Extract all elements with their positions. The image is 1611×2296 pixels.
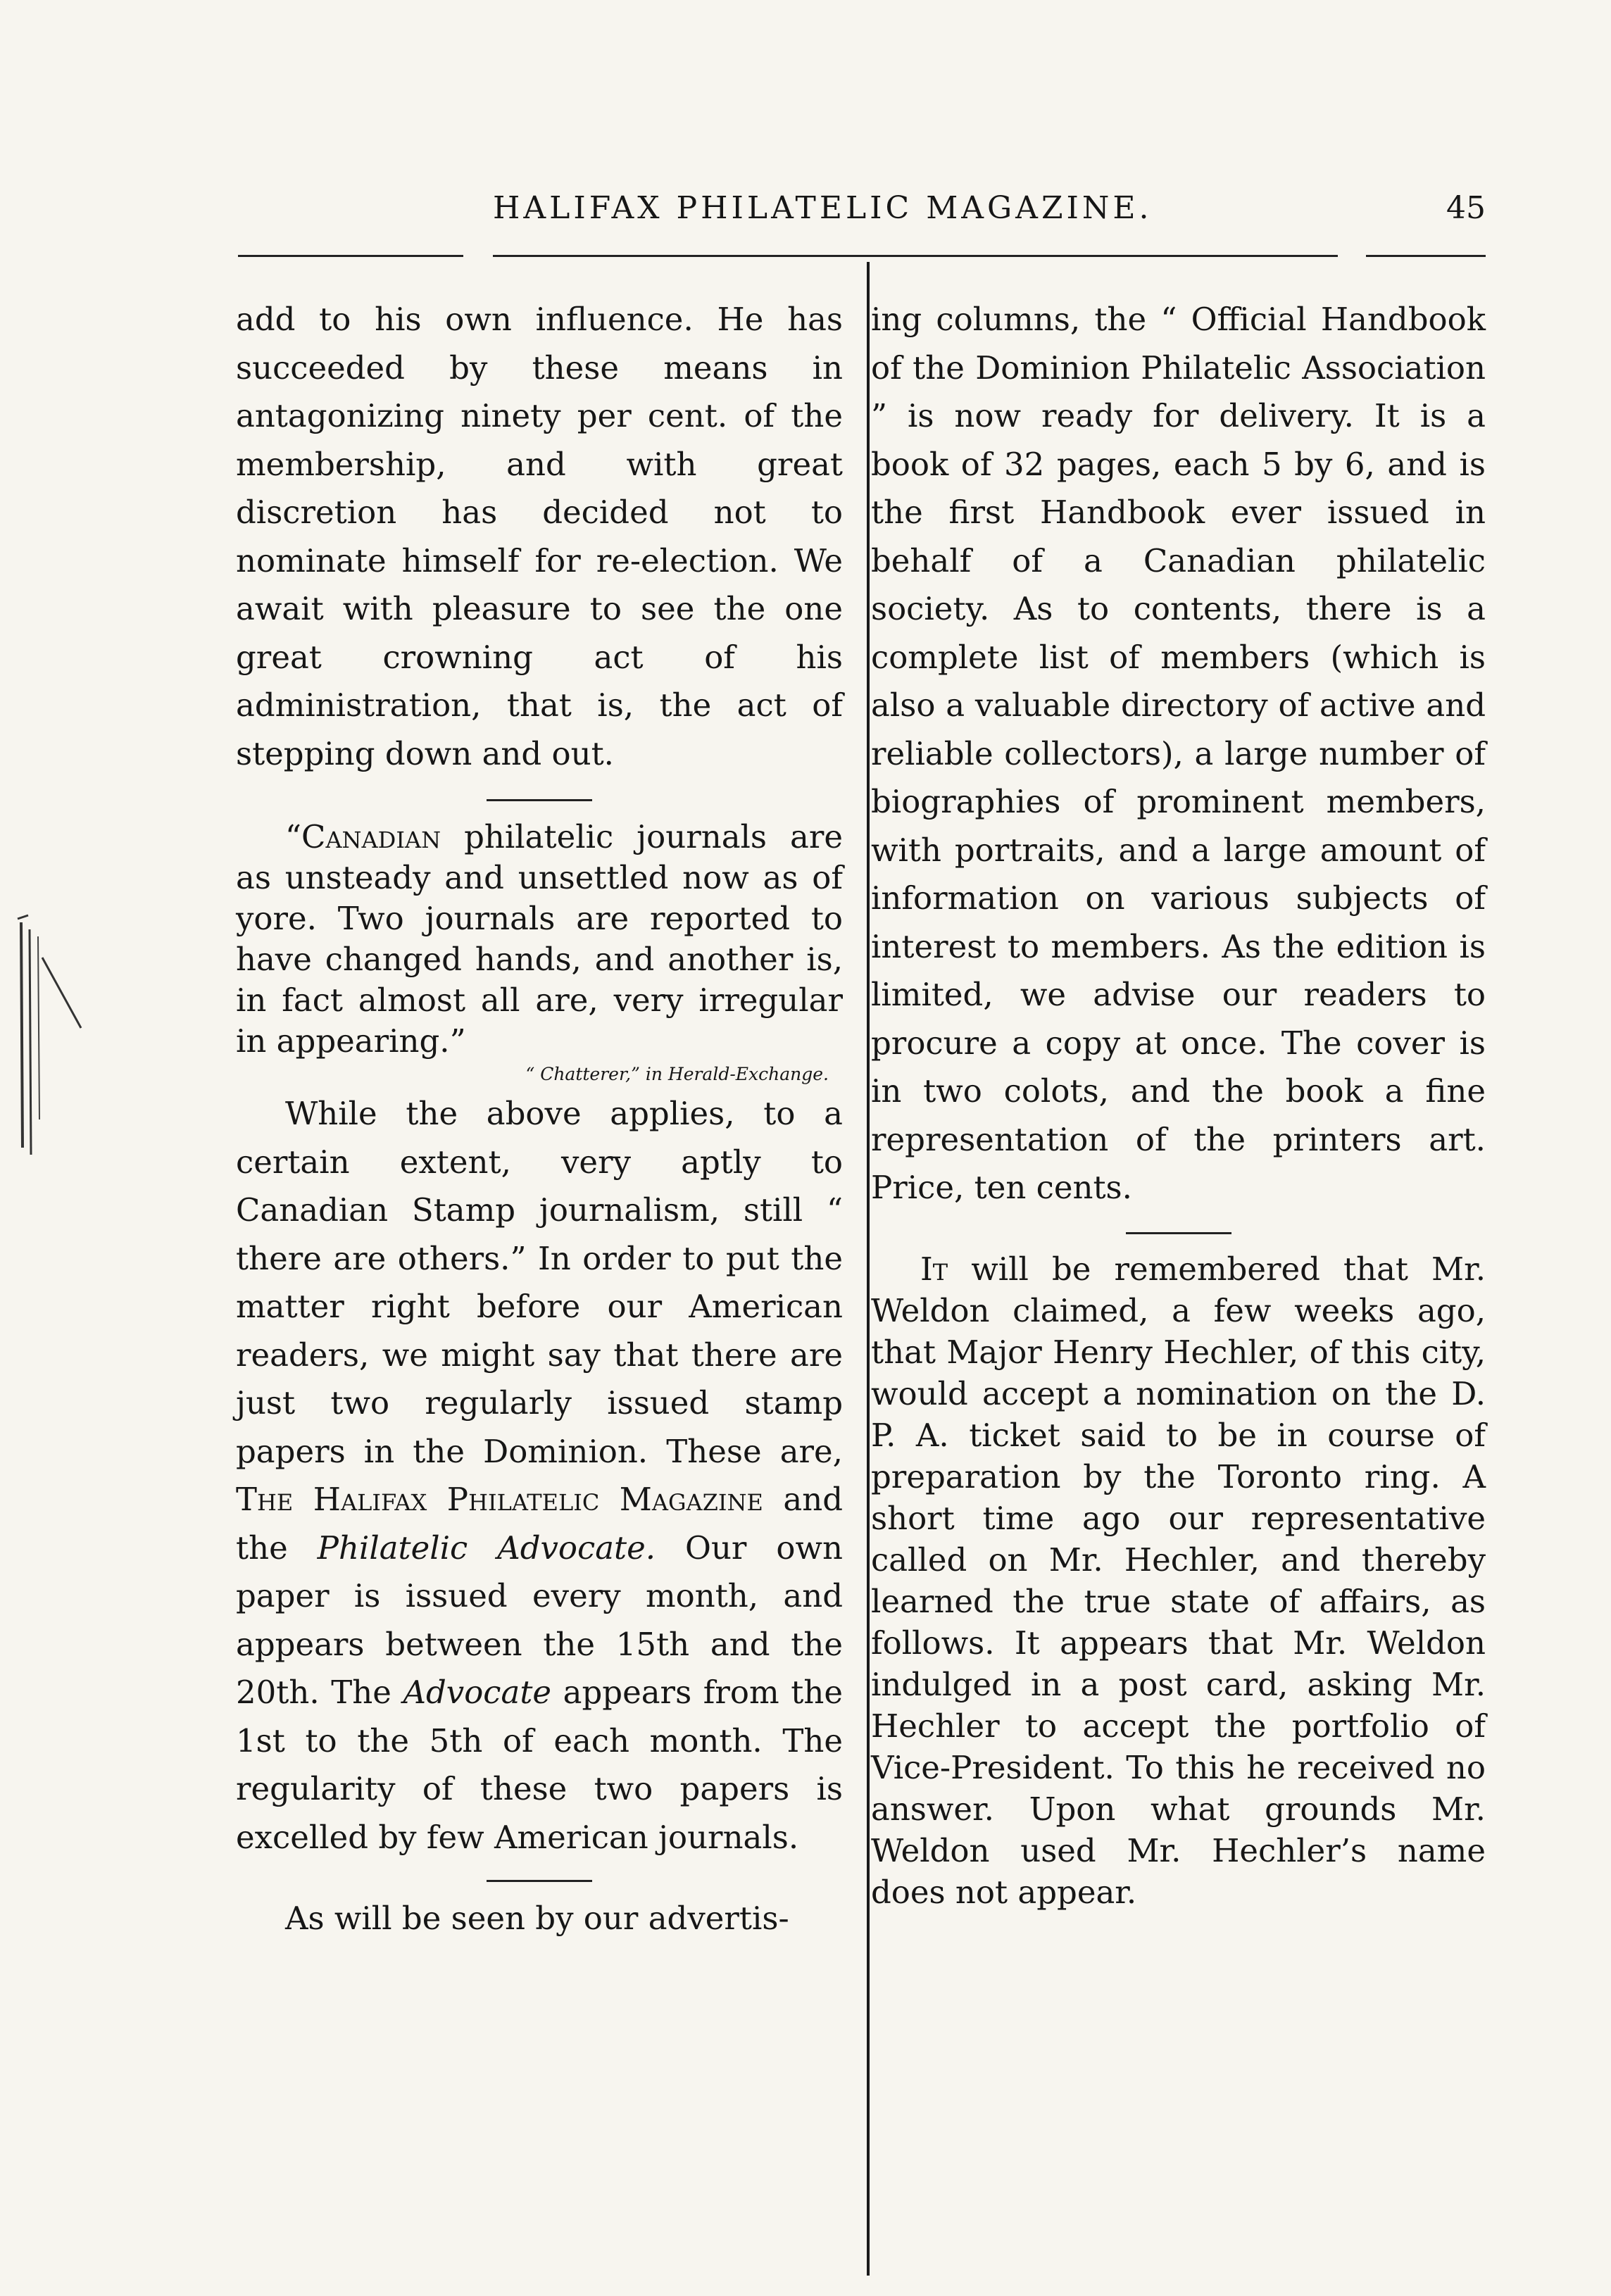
right-column: [871, 296, 1486, 1913]
quoted-paragraph: [236, 817, 843, 1062]
journalism-text-d: appears from the 1st to the 5th of each month. The regularity of these two papers is excelled by few American journals.: [236, 1674, 843, 1856]
journalism-text-a: While the above applies, to a certain extent, very aptly to Canadian Stamp journalism, still “ there are others.” In order to put the matter right before our American readers, we might say that there are just two regularly issued stamp papers in the Dominion. These are,: [236, 1095, 843, 1470]
journal-name-advocate: Philatelic Advocate.: [317, 1529, 656, 1567]
running-header: [232, 190, 1486, 241]
journal-name-advocate-short: Advocate: [403, 1674, 552, 1711]
left-column: [236, 296, 843, 1943]
paragraph-influence: add to his own influence. He has succeeded by these means in antagonizing ninety per cent. of the membership, and with great discretion has decided not to nominate himself for re-election. We await with pleasure to see the one great crowning act of his administration, that is, the act of stepping down and out.: [236, 301, 843, 772]
weldon-body: will be remembered that Mr. Weldon claimed, a few weeks ago, that Major Henry Hechler, of this city, would accept a nomination on the D. P. A. ticket said to be in course of preparation by the Toronto ring. A short time ago our representative called on Mr. Hechler, and thereby learned the true state of affairs, as follows. It appears that Mr. Weldon indulged in a post card, asking Mr. Hechler to accept the portfolio of Vice-President. To this he received no answer. Upon what grounds Mr. Weldon used Mr. Hechler’s name does not appear.: [871, 1250, 1486, 1911]
weldon-lead-word: It: [920, 1250, 948, 1288]
quote-open: “: [285, 818, 302, 855]
journal-name-halifax: The Halifax Philatelic Magazine: [236, 1481, 763, 1518]
header-rule-left: [238, 255, 463, 257]
paragraph-handbook: ing columns, the “ Official Handbook of the Dominion Philatelic Association ” is now ready for delivery. It is a book of 32 pages, each 5 by 6, and is the first Handbook ever issued in behalf of a Canadian philatelic society. As to contents, there is a complete list of members (which is also a valuable directory of active and reliable collectors), a large number of biographies of prominent members, with portraits, and a large amount of information on various subjects of interest to members. As the edition is limited, we advise our readers to procure a copy at once. The cover is in two colots, and the book a fine representation of the printers art. Price, ten cents.: [871, 301, 1486, 1206]
page-title: HALIFAX PHILATELIC MAGAZINE.: [493, 190, 1153, 226]
page-number: 45: [1446, 190, 1486, 226]
paragraph-weldon: [871, 1248, 1486, 1913]
quote-attribution: “ Chatterer,” in Herald-Exchange.: [525, 1064, 829, 1084]
header-rule-center: [493, 255, 1338, 257]
journalism-text-b: and the: [236, 1481, 844, 1567]
paragraph-journalism: [236, 1090, 843, 1862]
paragraph-advertising: As will be seen by our advertis-: [285, 1900, 789, 1937]
margin-scratch-marks: [14, 908, 106, 1176]
quote-lead-word: Canadian: [301, 818, 441, 855]
column-divider: [867, 262, 870, 2276]
quote-body: philatelic journals are as unsteady and unsettled now as of yore. Two journals are reported to have changed hands, and another is, in fact almost all are, very irregular in appearing.”: [236, 818, 843, 1060]
journalism-text-c: Our own paper is issued every month, and appears between the 15th and the 20th. The: [236, 1529, 843, 1711]
header-rule-right: [1366, 255, 1486, 257]
